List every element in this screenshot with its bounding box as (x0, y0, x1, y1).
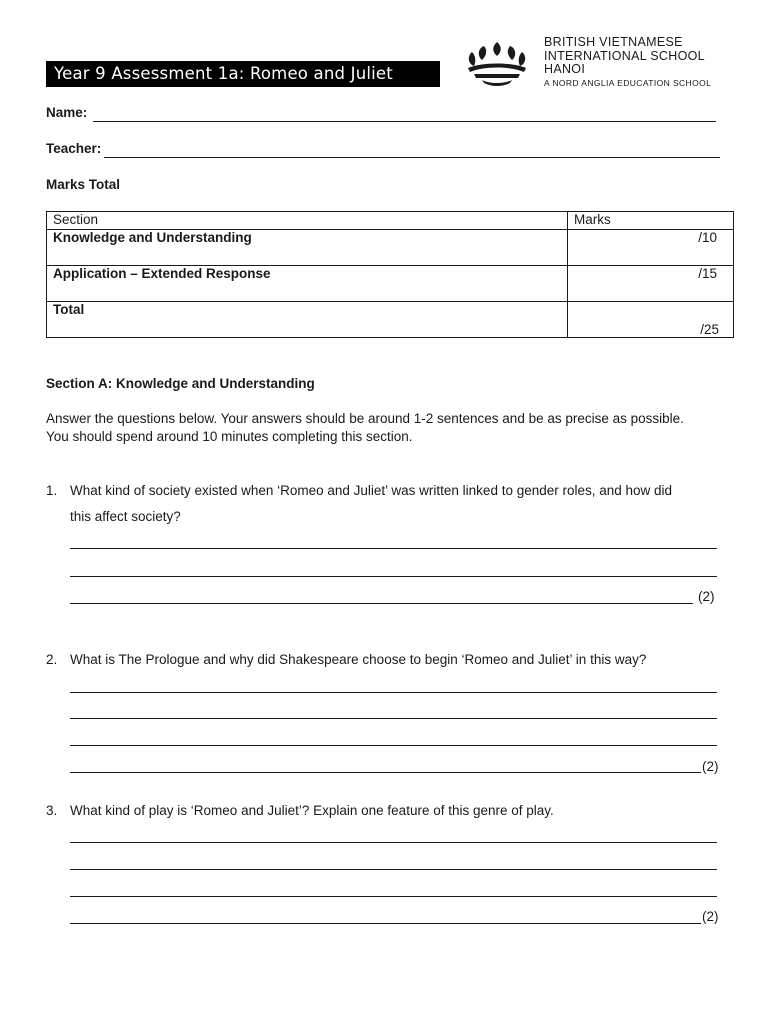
school-tagline: A NORD ANGLIA EDUCATION SCHOOL (544, 77, 712, 88)
row-marks[interactable]: /10 (568, 230, 734, 266)
assessment-title: Year 9 Assessment 1a: Romeo and Juliet (46, 61, 440, 87)
table-row (47, 230, 734, 266)
table-row (47, 266, 734, 302)
answer-line[interactable] (70, 772, 701, 773)
row-section: Knowledge and Understanding (47, 230, 568, 266)
question-marks: (2) (702, 909, 719, 924)
instructions-line1: Answer the questions below. Your answers should be around 1-2 sentences and be as precise as possible. (46, 411, 684, 426)
answer-line[interactable] (70, 548, 717, 549)
name-field[interactable] (93, 121, 716, 122)
school-name-line2: INTERNATIONAL SCHOOL (544, 48, 705, 63)
answer-line[interactable] (70, 692, 717, 693)
school-logo-icon (462, 38, 532, 88)
question-number: 1. (46, 483, 58, 498)
marks-header: Marks (568, 212, 734, 230)
question-marks: (2) (702, 759, 719, 774)
school-name-line1: BRITISH VIETNAMESE (544, 35, 683, 49)
question-text: this affect society? (70, 509, 181, 524)
section-header: Section (47, 212, 568, 230)
section-a-heading: Section A: Knowledge and Understanding (46, 376, 315, 391)
question-number: 3. (46, 803, 58, 818)
answer-line[interactable] (70, 603, 693, 604)
name-label: Name: (46, 105, 88, 120)
row-marks[interactable]: /25 (568, 302, 734, 338)
answer-line[interactable] (70, 869, 717, 870)
instructions-line2: You should spend around 10 minutes completing this section. (46, 429, 413, 444)
answer-line[interactable] (70, 576, 717, 577)
question-text: What kind of play is ‘Romeo and Juliet’? Explain one feature of this genre of play. (70, 803, 554, 818)
answer-line[interactable] (70, 896, 717, 897)
question-marks: (2) (698, 589, 715, 604)
answer-line[interactable] (70, 842, 717, 843)
answer-line[interactable] (70, 923, 701, 924)
question-text: What kind of society existed when ‘Romeo and Juliet’ was written linked to gender roles, and how did (70, 483, 673, 498)
teacher-field[interactable] (104, 157, 720, 158)
question-text: What is The Prologue and why did Shakespeare choose to begin ‘Romeo and Juliet’ in this way? (70, 652, 647, 667)
table-row (47, 302, 734, 338)
school-name (544, 36, 711, 89)
answer-line[interactable] (70, 718, 717, 719)
answer-line[interactable] (70, 745, 717, 746)
row-section: Total (47, 302, 568, 338)
row-section: Application – Extended Response (47, 266, 568, 302)
table-header-row (47, 212, 734, 230)
row-marks[interactable]: /15 (568, 266, 734, 302)
school-name-line3: HANOI (544, 62, 586, 76)
marks-total-label: Marks Total (46, 177, 121, 192)
question-number: 2. (46, 652, 58, 667)
marks-table (46, 211, 734, 338)
teacher-label: Teacher: (46, 141, 102, 156)
